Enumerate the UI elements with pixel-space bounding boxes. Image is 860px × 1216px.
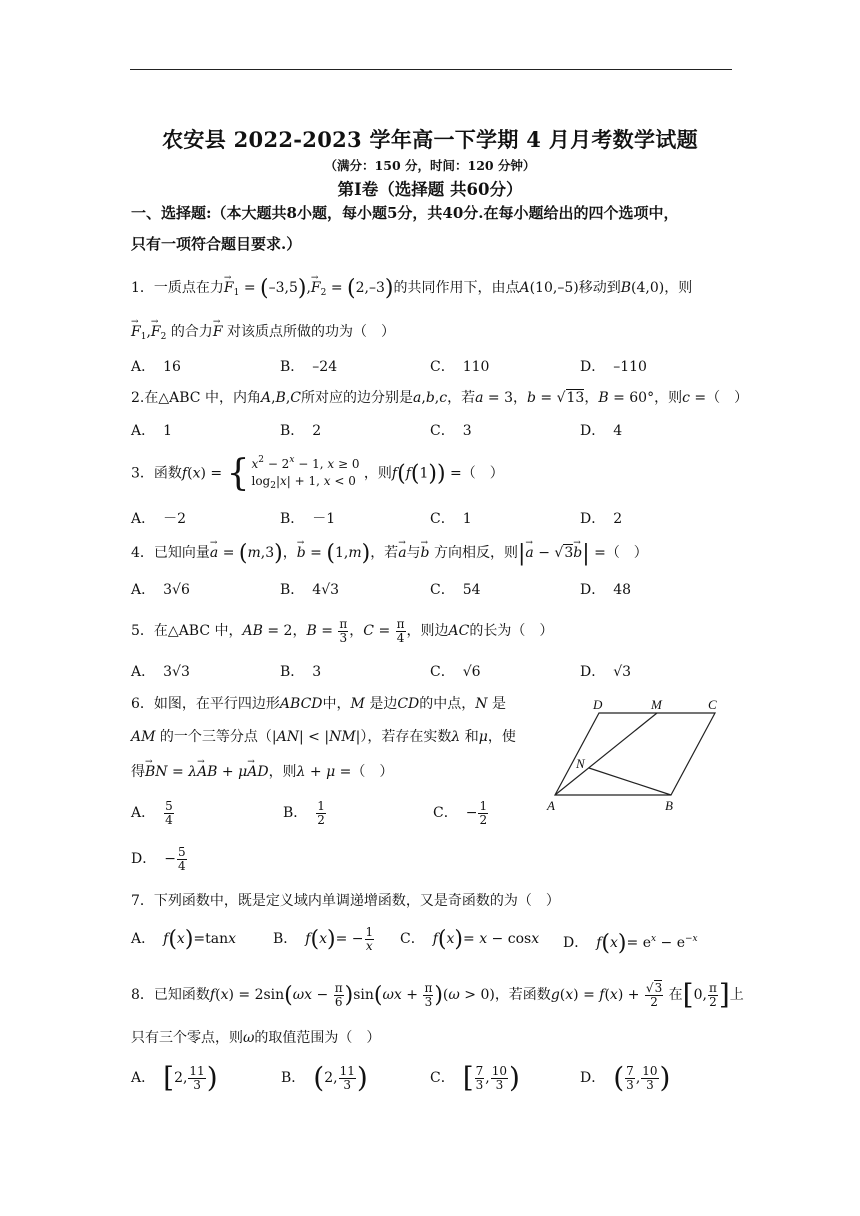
- q3-option-d[interactable]: D． 2: [580, 511, 623, 527]
- top-rule: [130, 69, 732, 70]
- question-3: 3．函数f(x) = { $x^2 - 2^x - 1$, x ≥ 0 $\log_2|x| + 1$, x < 0 ，则f(f(1)) =（ ）: [131, 452, 504, 494]
- q8-option-a[interactable]: A． [2, $\frac{11}{3}$ ): [131, 1061, 218, 1094]
- q7-option-c[interactable]: C． f(x)= x − cosx: [400, 927, 540, 952]
- question-2: 2.在△ABC 中，内角A,B,C所对应的边分别是a,b,c，若a = 3，b = √13，B = 60°，则c =（ ）: [131, 390, 749, 406]
- parallelogram-figure: [545, 698, 725, 820]
- question-1: 1．一质点在力→ $F_1 = (-3,5),\to F_2 = (2,-3)$的共同作用下，由点A(10,–5)移动到B(4,0)，则: [131, 278, 692, 303]
- q3-option-b[interactable]: B． －1: [280, 511, 336, 527]
- q7-option-d[interactable]: D． $f(x)= e^x - e^{-x}$: [563, 931, 698, 956]
- q7-option-b[interactable]: B． f(x)= − $\frac{1}{x}$: [273, 924, 374, 953]
- q1-option-d[interactable]: D． –110: [580, 359, 647, 375]
- q2-option-a[interactable]: A． 1: [131, 423, 173, 439]
- label-d: D: [593, 698, 603, 712]
- question-5: 5．在△ABC 中，AB = 2，B = $\frac{\pi}{3}$ ，C = $\frac{\pi}{4}$ ，则边AC的长为（ ）: [131, 616, 554, 645]
- q8-option-b[interactable]: B． (2, $\frac{11}{3}$ ): [281, 1061, 368, 1094]
- q5-option-d[interactable]: D． √3: [580, 664, 632, 680]
- label-m: M: [651, 698, 662, 712]
- question-8: 8．已知函数f(x) = 2sin(ωx − $\frac{\pi}{6}$ )sin(ωx + $\frac{\pi}{3}$ )(ω > 0)，若函数g(x) = f(x) + $\frac{√3}{2}$ 在[0, $\frac{\pi}{2}$ ]上: [131, 978, 744, 1011]
- label-c: C: [708, 698, 717, 712]
- section-heading: 一、选择题:（本大题共8小题，每小题5分，共40分.在每小题给出的四个选项中，: [131, 204, 679, 222]
- q6-option-d[interactable]: D． − $\frac{5}{4}$: [131, 844, 186, 873]
- segment-am: [555, 713, 657, 795]
- q4-option-b[interactable]: B． 4√3: [280, 582, 340, 598]
- label-n: N: [576, 756, 585, 771]
- question-6-cont: AM 的一个三等分点（|AN| < |NM|），若存在实数λ 和μ，使: [131, 729, 516, 745]
- section-heading-cont: 只有一项符合题目要求.）: [131, 235, 302, 253]
- segment-nb: [589, 768, 671, 795]
- q6-option-b[interactable]: B． $\frac{1}{2}$: [283, 798, 325, 827]
- q4-option-d[interactable]: D． 48: [580, 582, 632, 598]
- question-8-cont: 只有三个零点，则ω的取值范围为（ ）: [131, 1030, 381, 1046]
- q5-option-b[interactable]: B． 3: [280, 664, 322, 680]
- question-6-cont2: 得→ BN = λ→ AB + μ→ AD，则λ + μ =（ ）: [131, 762, 393, 782]
- q5-option-a[interactable]: A． 3√3: [131, 664, 190, 680]
- q8-option-c[interactable]: C． [ $\frac{7}{3}$ , $\frac{10}{3}$ ): [430, 1061, 520, 1094]
- question-1-cont: → $F_1,\to F_2$ 的合力→ F 对该质点所做的功为（ ）: [131, 322, 395, 347]
- part-title: 第Ⅰ卷（选择题 共60分）: [337, 180, 523, 199]
- q3-option-c[interactable]: C． 1: [430, 511, 472, 527]
- q6-option-c[interactable]: C． − $\frac{1}{2}$: [433, 798, 488, 827]
- q4-option-a[interactable]: A． 3√6: [131, 582, 190, 598]
- q3-option-a[interactable]: A． －2: [131, 511, 187, 527]
- q7-option-a[interactable]: A． f(x)=tanx: [131, 927, 237, 952]
- q1-option-a[interactable]: A． 16: [131, 359, 181, 375]
- q2-option-d[interactable]: D． 4: [580, 423, 623, 439]
- label-b: B: [665, 798, 673, 813]
- q5-option-c[interactable]: C． √6: [430, 664, 481, 680]
- exam-subtitle: （满分：150 分，时间：120 分钟）: [324, 158, 536, 173]
- q2-option-c[interactable]: C． 3: [430, 423, 472, 439]
- q4-option-c[interactable]: C． 54: [430, 582, 481, 598]
- q6-option-a[interactable]: A． $\frac{5}{4}$: [131, 798, 173, 827]
- exam-title: 农安县 2022-2023 学年高一下学期 4 月月考数学试题: [162, 127, 698, 152]
- question-7: 7．下列函数中，既是定义域内单调递增函数，又是奇函数的为（ ）: [131, 893, 560, 909]
- label-a: A: [547, 798, 555, 813]
- question-6: 6．如图，在平行四边形ABCD中，M 是边CD的中点，N 是: [131, 696, 506, 712]
- q8-option-d[interactable]: D． ( $\frac{7}{3}$ , $\frac{10}{3}$ ): [580, 1061, 671, 1094]
- question-4: 4．已知向量→ a = (m,3)，→ b = (1,m)，若→ a与→ b 方向相反，则|→ a − √3→ b| =（ ）: [131, 543, 648, 564]
- q2-option-b[interactable]: B． 2: [280, 423, 322, 439]
- q1-option-c[interactable]: C． 110: [430, 359, 490, 375]
- q1-option-b[interactable]: B． –24: [280, 359, 338, 375]
